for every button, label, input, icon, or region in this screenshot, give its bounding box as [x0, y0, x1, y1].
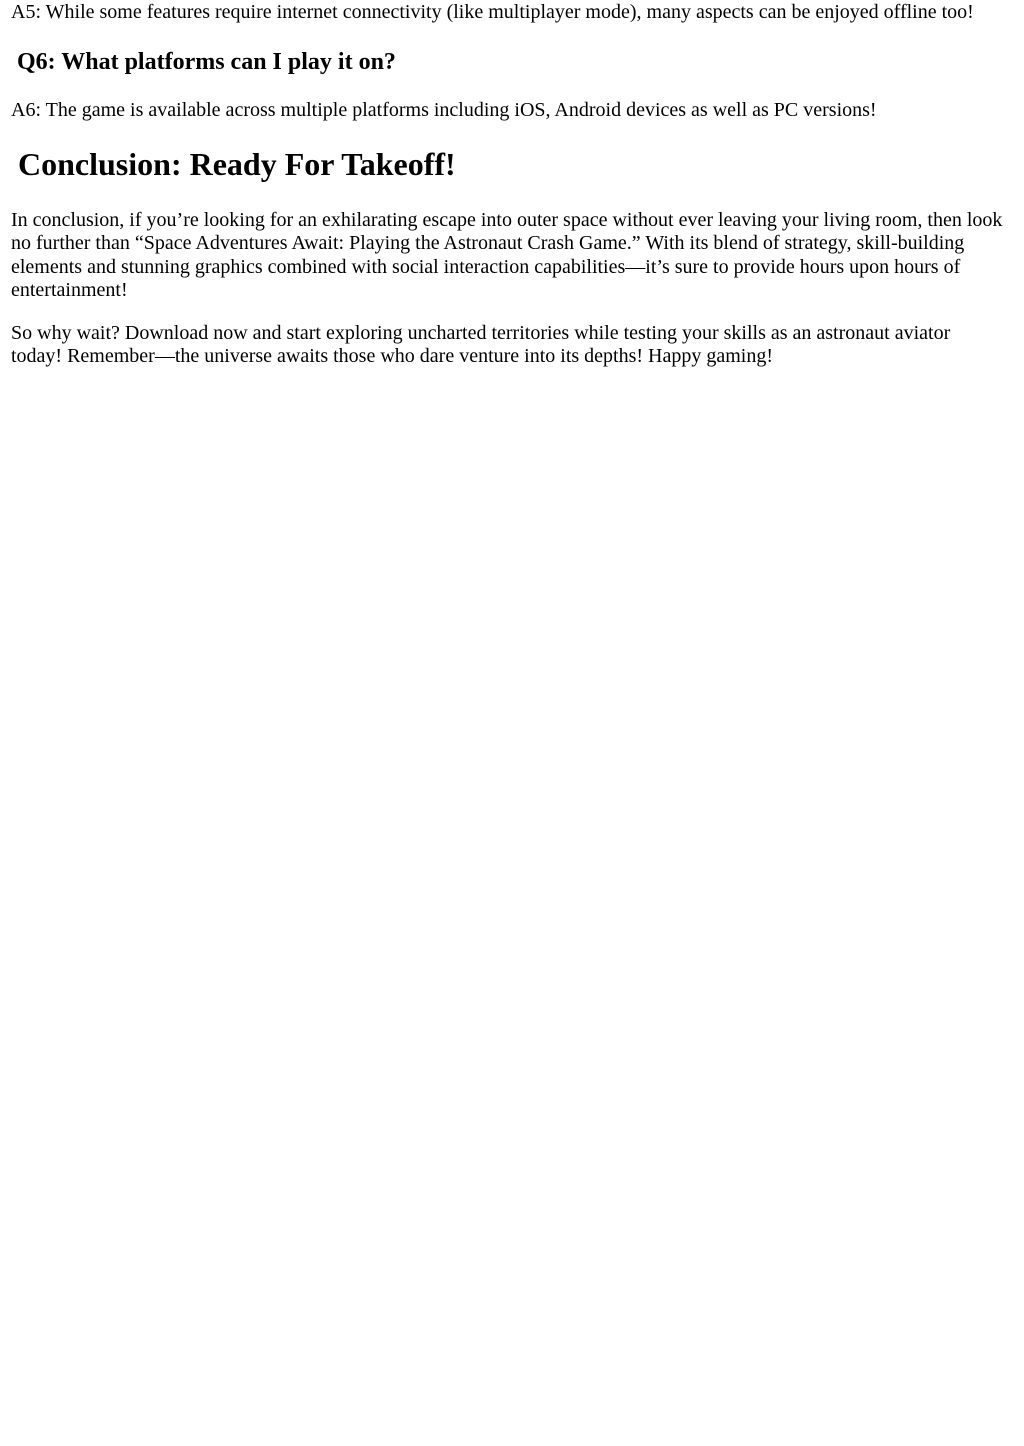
call-to-action-paragraph: So why wait? Download now and start exploring uncharted territories while testing your skills as an astronaut aviator today! Remember—the universe awaits those who dare venture into its depths! Happy gaming! — [11, 322, 951, 368]
faq-answer-6: A6: The game is available across multiple platforms including iOS, Android devices as well as PC versions! — [11, 99, 877, 121]
conclusion-paragraph: In conclusion, if you’re looking for an exhilarating escape into outer space without ever leaving your living room, then look no further than “Space Adventures Await: Playing the Astronaut Crash Game.” With its blend of strategy, skill-building elements and stunning graphics combined with social interaction capabilities—it’s sure to provide hours upon hours of entertainment! — [11, 209, 1003, 302]
conclusion-heading: Conclusion: Ready For Takeoff! — [18, 146, 456, 182]
faq-question-6: Q6: What platforms can I play it on? — [17, 49, 396, 75]
faq-answer-5: A5: While some features require internet connectivity (like multiplayer mode), many aspects can be enjoyed offline too! — [11, 1, 974, 23]
